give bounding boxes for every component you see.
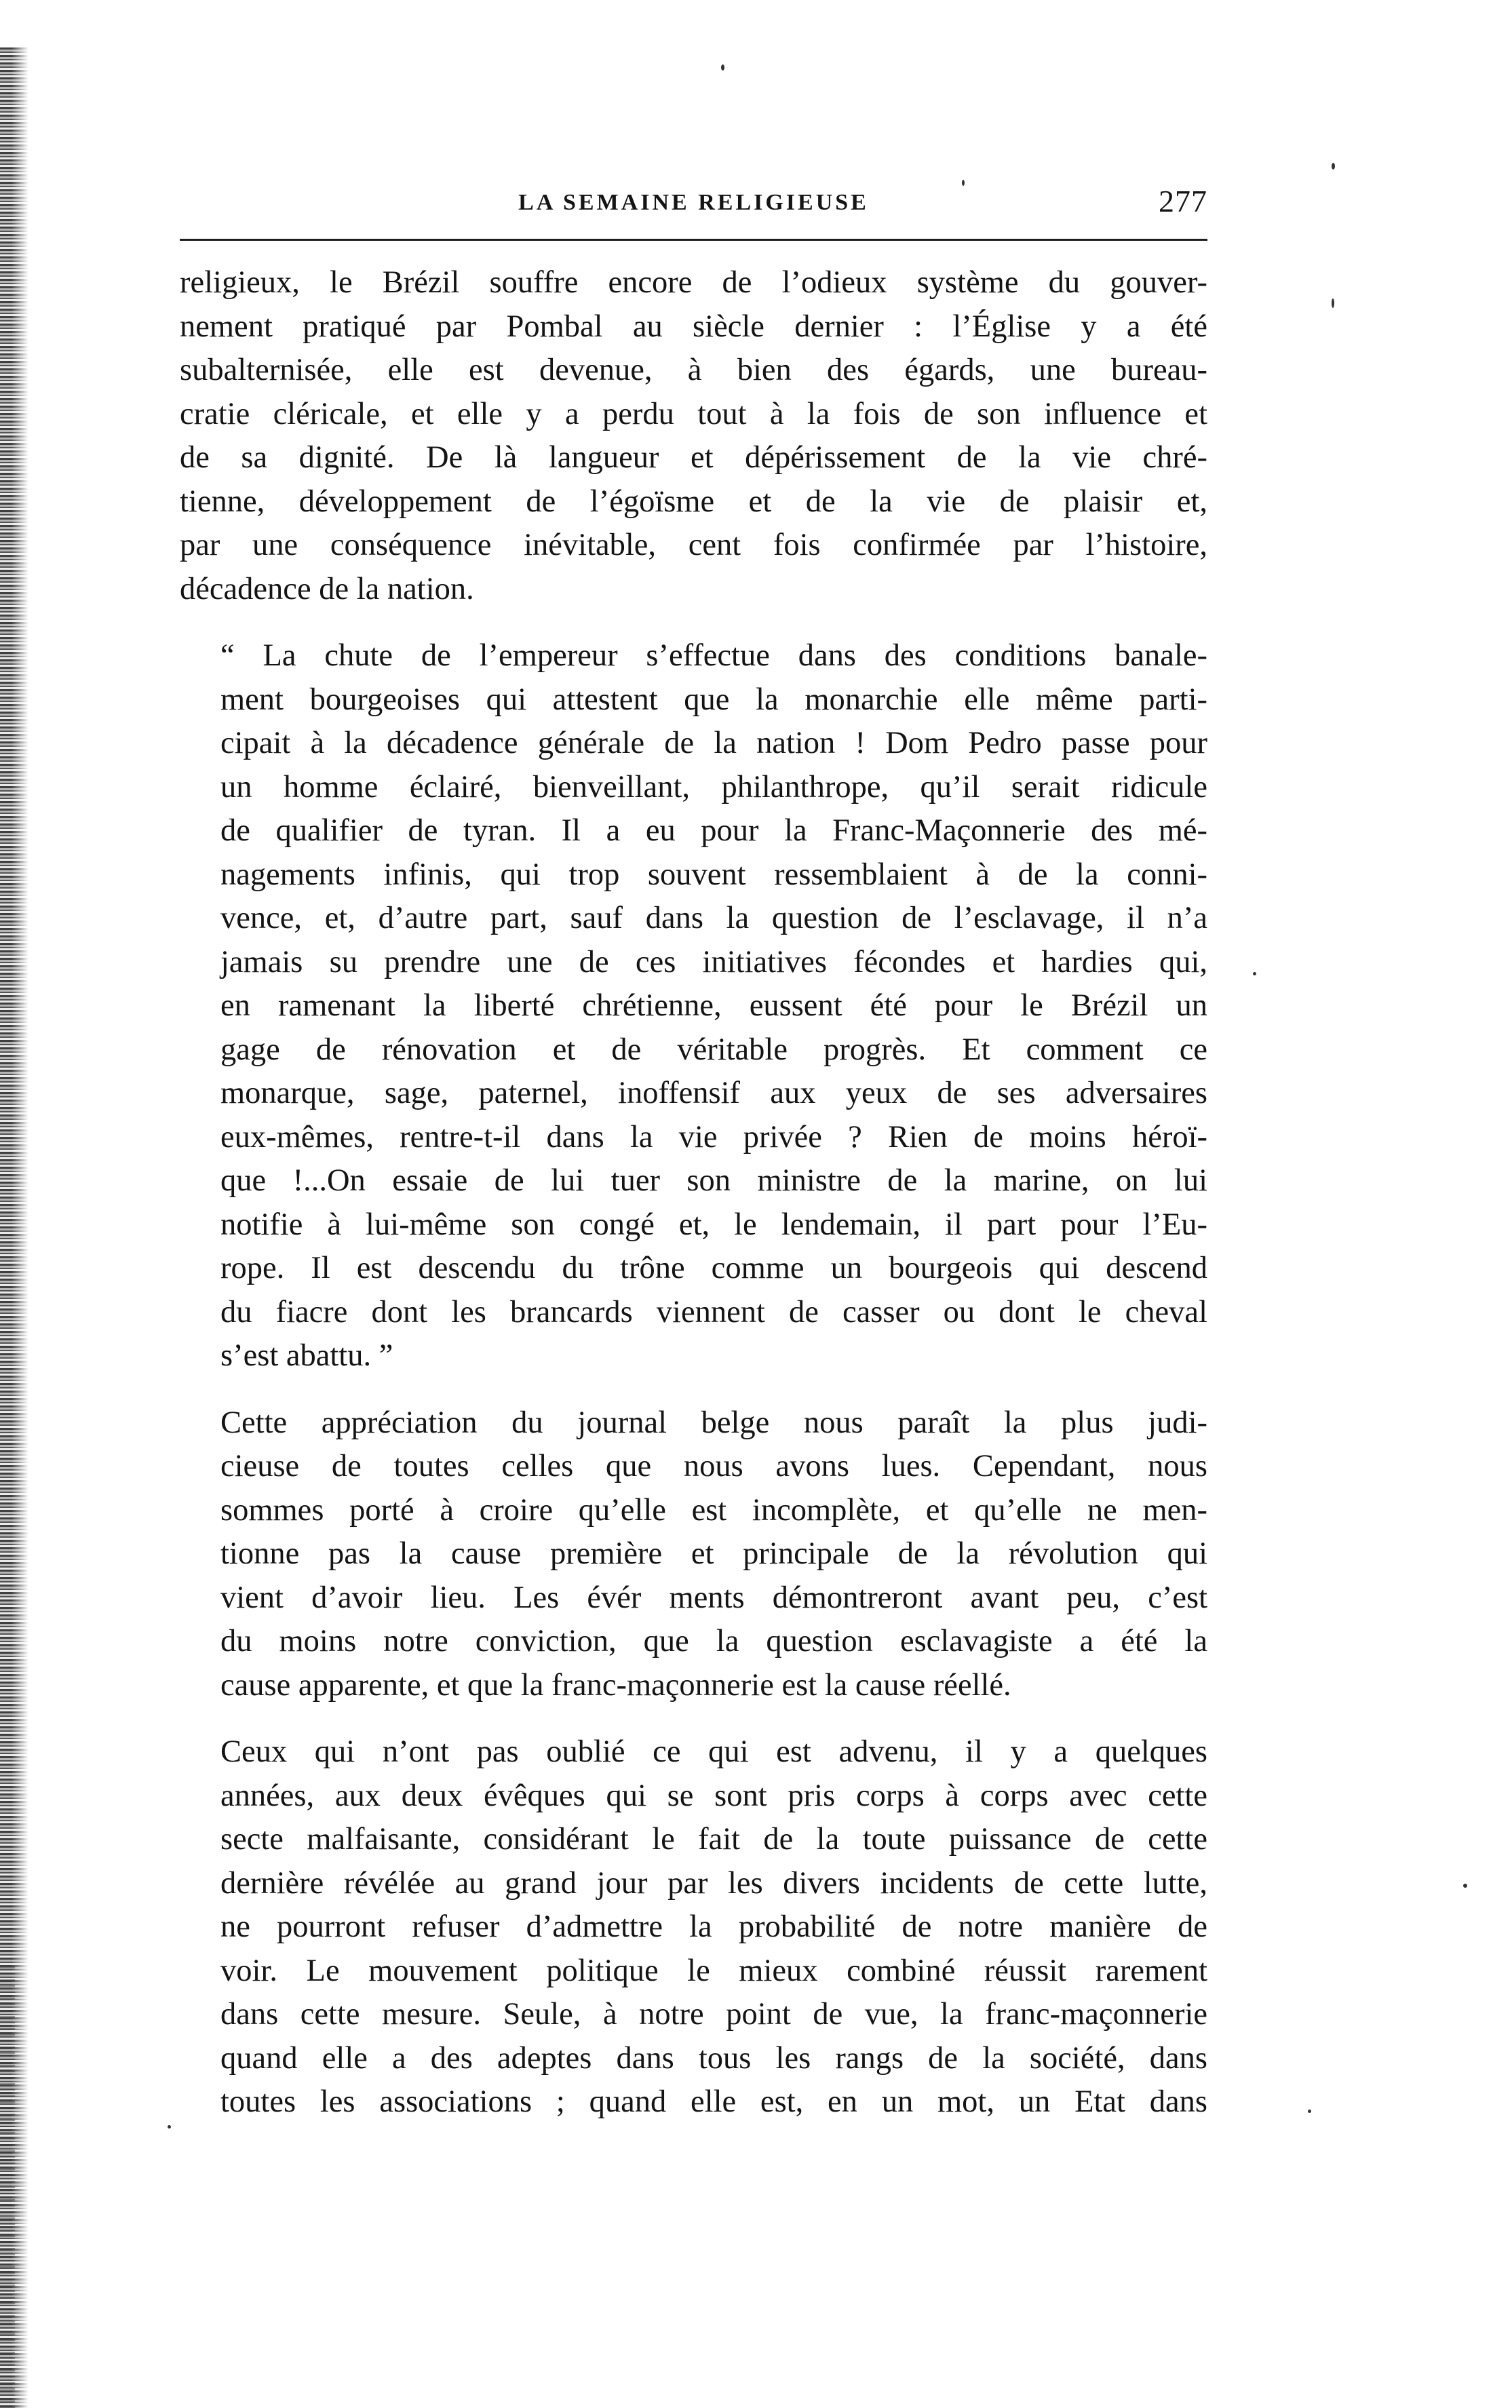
text-line: cratie cléricale, et elle y a perdu tout à la fois de son influence et (180, 396, 1207, 431)
text-line: du fiacre dont les brancards viennent de casser ou dont le cheval (220, 1294, 1207, 1329)
paragraph (180, 261, 1207, 611)
text-line: secte malfaisante, considérant le fait de la toute puissance de cette (220, 1822, 1207, 1857)
text-line: que !...On essaie de lui tuer son ministre de la marine, on lui (220, 1163, 1207, 1198)
paragraph (180, 634, 1207, 1378)
text-line: sommes porté à croire qu’elle est incomplète, et qu’elle ne men- (220, 1492, 1207, 1528)
text-line: Ceux qui n’ont pas oublié ce qui est advenu, il y a quelques (220, 1734, 1207, 1769)
ink-speck (721, 64, 724, 71)
text-line: de qualifier de tyran. Il a eu pour la Franc-Maçonnerie des mé- (220, 813, 1207, 848)
text-line: eux-mêmes, rentre-t-il dans la vie privée ? Rien de moins héroï- (220, 1119, 1207, 1154)
text-line: religieux, le Brézil souffre encore de l’odieux système du gouver- (180, 265, 1207, 300)
page-binding-shadow (0, 1967, 15, 2408)
text-line: jamais su prendre une de ces initiatives fécondes et hardies qui, (220, 944, 1207, 979)
paragraph (180, 1730, 1207, 2124)
text-line: monarque, sage, paternel, inoffensif aux yeux de ses adversaires (220, 1076, 1207, 1110)
text-line: vient d’avoir lieu. Les évér ments démontreront avant peu, c’est (220, 1580, 1207, 1615)
text-line: années, aux deux évêques qui se sont pris corps à corps avec cette (220, 1778, 1207, 1813)
text-line: vence, et, d’autre part, sauf dans la question de l’esclavage, il n’a (220, 901, 1207, 935)
text-line: décadence de la nation. (180, 571, 474, 606)
text-line: en ramenant la liberté chrétienne, eussent été pour le Brézil un (220, 988, 1207, 1023)
ink-speck (1253, 972, 1256, 975)
text-line: tienne, développement de l’égoïsme et de la vie de plaisir et, (180, 484, 1207, 519)
text-line: ment bourgeoises qui attestent que la monarchie elle même parti- (220, 682, 1207, 717)
text-line: de sa dignité. De là langueur et dépérissement de la vie chré- (180, 440, 1207, 475)
text-line: rope. Il est descendu du trône comme un bourgeois qui descend (220, 1251, 1207, 1285)
text-line: nement pratiqué par Pombal au siècle dernier : l’Église y a été (180, 309, 1207, 344)
text-line: un homme éclairé, bienveillant, philanthrope, qu’il serait ridicule (220, 769, 1207, 804)
text-line: dans cette mesure. Seule, à notre point de vue, la franc-maçonnerie (220, 1997, 1207, 2032)
text-line: Cette appréciation du journal belge nous paraît la plus judi- (220, 1405, 1207, 1440)
text-line: quand elle a des adeptes dans tous les rangs de la société, dans (220, 2040, 1207, 2076)
running-header (180, 183, 1207, 224)
text-line: toutes les associations ; quand elle est, en un mot, un Etat dans (220, 2084, 1207, 2119)
ink-speck (168, 2125, 171, 2129)
text-line: du moins notre conviction, que la question esclavagiste a été la (220, 1624, 1207, 1658)
book-page (180, 183, 1207, 2124)
text-line: s’est abattu. ” (220, 1338, 393, 1373)
text-line: cause apparente, et que la franc-maçonnerie est la cause réellé. (220, 1667, 1011, 1703)
text-line: cipait à la décadence générale de la nation ! Dom Pedro passe pour (220, 726, 1207, 760)
ink-speck (1308, 2110, 1311, 2113)
text-line: cieuse de toutes celles que nous avons lues. Cependant, nous (220, 1449, 1207, 1483)
header-rule (180, 239, 1207, 241)
text-line: tionne pas la cause première et principale de la révolution qui (220, 1536, 1207, 1571)
paragraph (180, 1401, 1207, 1708)
text-line: notifie à lui-même son congé et, le lendemain, il part pour l’Eu- (220, 1207, 1207, 1242)
page-number: 277 (1159, 184, 1207, 218)
ink-speck (1332, 298, 1334, 308)
text-line: nagements infinis, qui trop souvent ressemblaient à de la conni- (220, 857, 1207, 892)
text-line: subalternisée, elle est devenue, à bien des égards, une bureau- (180, 353, 1207, 387)
text-line: voir. Le mouvement politique le mieux combiné réussit rarement (220, 1953, 1207, 1988)
ink-speck (1332, 163, 1335, 170)
body-text (180, 261, 1207, 2124)
text-line: gage de rénovation et de véritable progrès. Et comment ce (220, 1032, 1207, 1067)
ink-speck (1463, 1884, 1467, 1888)
text-line: dernière révélée au grand jour par les divers incidents de cette lutte, (220, 1865, 1207, 1901)
text-line: “ La chute de l’empereur s’effectue dans des conditions banale- (220, 638, 1207, 673)
running-title: LA SEMAINE RELIGIEUSE (518, 190, 869, 215)
text-line: par une conséquence inévitable, cent fois confirmée par l’histoire, (180, 528, 1207, 562)
text-line: ne pourront refuser d’admettre la probabilité de notre manière de (220, 1909, 1207, 1944)
ink-speck (962, 180, 965, 186)
